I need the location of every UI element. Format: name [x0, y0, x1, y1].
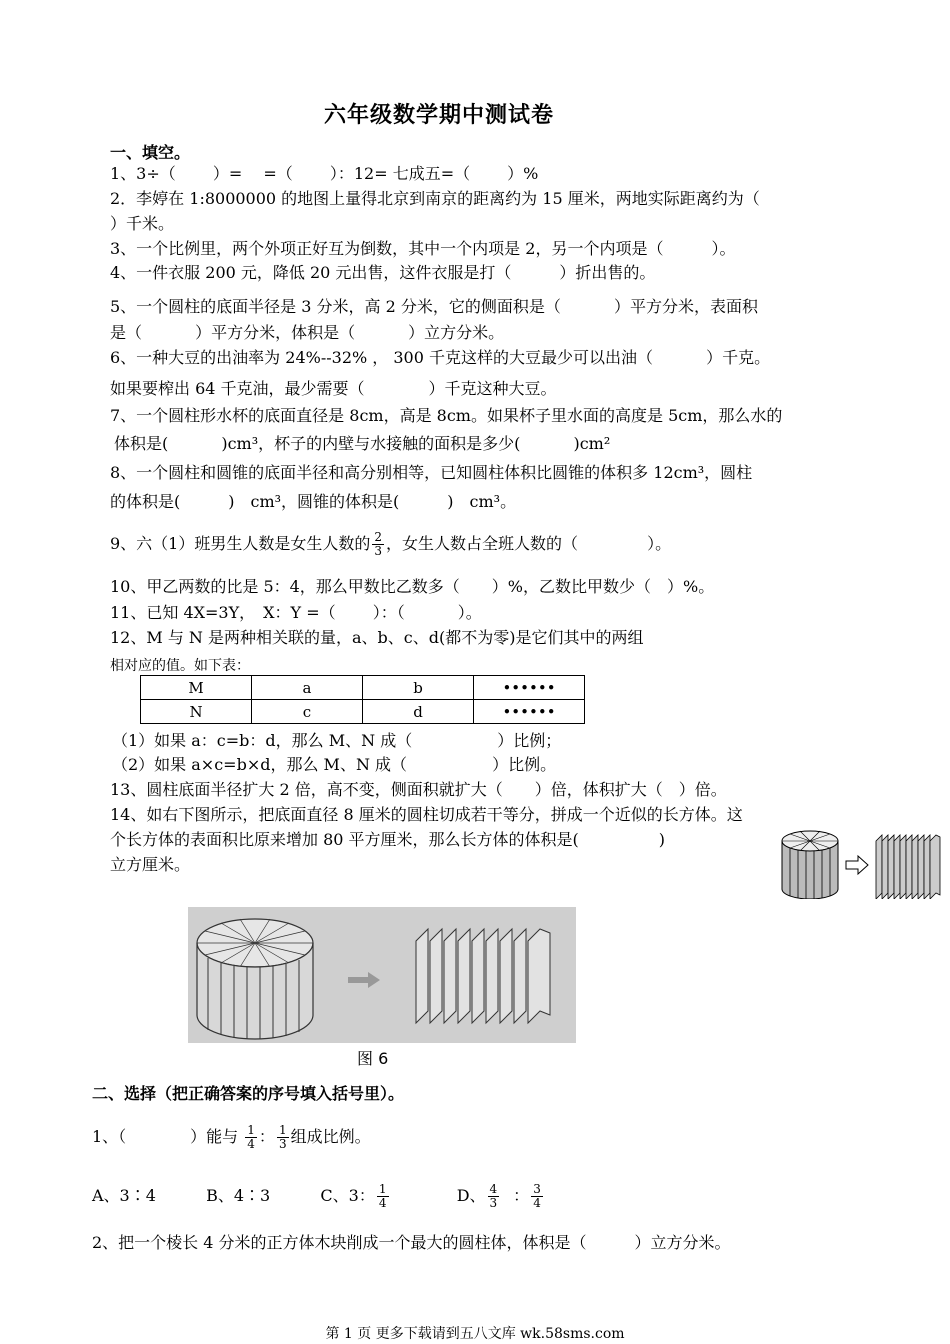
section-heading-fill: 一、填空。: [110, 143, 191, 162]
choice-options: [92, 1176, 545, 1216]
fraction-one-third: $\frac{1}{3}$: [278, 1123, 287, 1151]
question-7-line-2: 体积是( )cm³，杯子的内壁与水接触的面积是多少( )cm²: [114, 434, 611, 453]
question-7-line-1: 7、一个圆柱形水杯的底面直径是 8cm，高是 8cm。如果杯子里水面的高度是 5cm，那么水的: [110, 406, 783, 425]
cylinder-to-prism-small-figure: [778, 827, 946, 899]
choice-question-2: 2、把一个棱长 4 分米的正方体木块削成一个最大的圆柱体，体积是（ ）立方分米。: [92, 1233, 731, 1252]
question-2-line-2: ）千米。: [110, 214, 175, 233]
question-8-line-1: 8、一个圆柱和圆锥的底面半径和高分别相等，已知圆柱体积比圆锥的体积多 12cm³，圆柱: [110, 463, 753, 482]
option-b: B、4∶3: [206, 1186, 271, 1205]
fraction-one-quarter: $\frac{1}{4}$: [247, 1123, 255, 1151]
table-row: M a b ••••••: [141, 676, 585, 700]
question-5-line-2: 是（ ）平方分米，体积是（ ）立方分米。: [110, 323, 505, 342]
question-12-part-2: （2）如果 a×c=b×d，那么 M、N 成（ ）比例。: [112, 755, 557, 774]
section-heading-choice: 二、选择（把正确答案的序号填入括号里）。: [92, 1084, 405, 1103]
figure-6-illustration: [188, 907, 576, 1043]
question-1: 1、3÷（ ）= =（ ）：12= 七成五=（ ）%: [110, 164, 539, 183]
page-footer: 第 1 页 更多下载请到五八文库 wk.58sms.com: [325, 1326, 625, 1342]
question-10: 10、甲乙两数的比是 5：4，那么甲数比乙数多（ ）%，乙数比甲数少（ ）%。: [110, 577, 715, 596]
question-12-line-1: 12、M 与 N 是两种相关联的量，a、b、c、d(都不为零)是它们其中的两组: [110, 628, 644, 647]
choice-question-1: 1、（ ）能与 $\frac{1}{4}$ ： $\frac{1}{3}$ 组成比例。: [92, 1123, 371, 1151]
option-a: A、3∶4: [92, 1186, 156, 1205]
table-row: N c d ••••••: [141, 700, 585, 724]
option-d: D、 $\frac{4}{3}$ ： $\frac{3}{4}$: [456, 1182, 541, 1210]
question-5-line-1: 5、一个圆柱的底面半径是 3 分米，高 2 分米，它的侧面积是（ ）平方分米，表面积: [110, 297, 758, 316]
question-14-line-3: 立方厘米。: [110, 855, 191, 874]
question-6-line-1: 6、一种大豆的出油率为 24%--32% ， 300 千克这样的大豆最少可以出油（ ）千克。: [110, 348, 771, 367]
figure-caption: 图 6: [357, 1049, 389, 1068]
question-14-line-1: 14、如右下图所示，把底面直径 8 厘米的圆柱切成若干等分，拼成一个近似的长方体。这: [110, 805, 743, 824]
mn-table: [140, 675, 585, 724]
question-8-line-2: 的体积是( ) cm³，圆锥的体积是( ) cm³。: [110, 492, 517, 511]
question-14-line-2: 个长方体的表面积比原来增加 80 平方厘米，那么长方体的体积是( ): [110, 830, 666, 849]
question-4: 4、一件衣服 200 元，降低 20 元出售，这件衣服是打（ ）折出售的。: [110, 263, 656, 282]
page-title: 六年级数学期中测试卷: [324, 102, 555, 128]
question-11: 11、已知 4X=3Y， X：Y =（ ）：（ ）。: [110, 603, 482, 622]
question-13: 13、圆柱底面半径扩大 2 倍，高不变，侧面积就扩大（ ）倍，体积扩大（ ）倍。: [110, 780, 727, 799]
question-12-part-1: （1）如果 a：c=b：d，那么 M、N 成（ ）比例；: [112, 731, 562, 750]
question-6-line-2: 如果要榨出 64 千克油，最少需要（ ）千克这种大豆。: [110, 379, 557, 398]
option-c: C、3： $\frac{1}{4}$: [320, 1182, 387, 1210]
question-9: 9、六（1）班男生人数是女生人数的 $\frac{2}{3}$ ，女生人数占全班人数的（ ）。: [110, 530, 672, 558]
question-3: 3、一个比例里，两个外项正好互为倒数，其中一个内项是 2，另一个内项是（ ）。: [110, 239, 736, 258]
cylinder-to-prism-figure: [188, 907, 576, 1043]
fraction-two-thirds: $\frac{2}{3}$: [374, 530, 383, 558]
question-12-line-2: 相对应的值。如下表：: [110, 658, 250, 674]
question-2-line-1: 2．李婷在 1:8000000 的地图上量得北京到南京的距离约为 15 厘米，两地实际距离约为（: [110, 189, 760, 208]
